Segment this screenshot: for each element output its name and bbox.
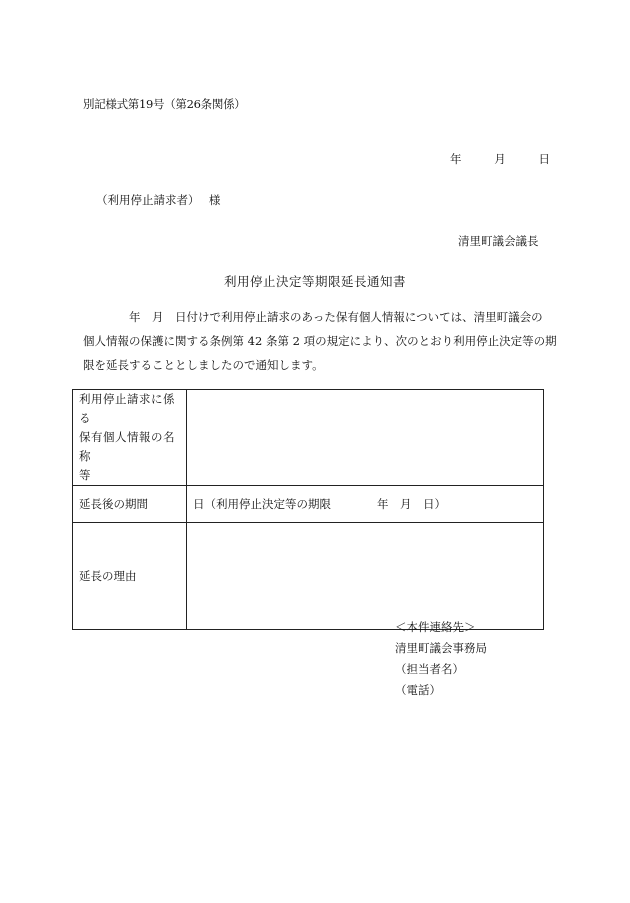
info-name-label: 利用停止請求に係る 保有個人情報の名称 等 [73,390,187,486]
body-text [83,305,557,377]
year-label: 年 [450,152,462,166]
sender: 清里町議会議長 [458,234,539,248]
table-row [73,390,544,486]
table-row [73,523,544,630]
extended-period-label: 延長後の期間 [73,486,187,523]
document-title: 利用停止決定等期限延長通知書 [223,274,406,289]
body-line: 個人情報の保護に関する条例第 42 条第 2 項の規定により、次のとおり利用停止決定等の期 [83,334,557,348]
extension-table [72,389,544,630]
month-label: 月 [494,152,506,166]
date-line [450,151,550,167]
day-label: 日 [538,152,550,166]
contact-person: （担当者名） [395,662,464,676]
addressee: （利用停止請求者） 様 [96,193,221,207]
form-number: 別記様式第19号（第26条関係） [83,97,246,111]
contact-office: 清里町議会事務局 [395,641,487,655]
table-row [73,486,544,523]
body-line: 限を延長することとしましたので通知します。 [83,358,324,372]
extended-period-value[interactable]: 日（利用停止決定等の期限 年 月 日） [187,486,544,523]
contact-block [395,617,487,701]
info-name-value[interactable] [187,390,544,486]
contact-heading: ＜本件連絡先＞ [395,620,476,634]
contact-phone: （電話） [395,683,441,697]
extension-reason-label: 延長の理由 [73,523,187,630]
body-line: 年 月 日付けで利用停止請求のあった保有個人情報については、清里町議会の [83,310,543,324]
extension-reason-value[interactable] [187,523,544,630]
